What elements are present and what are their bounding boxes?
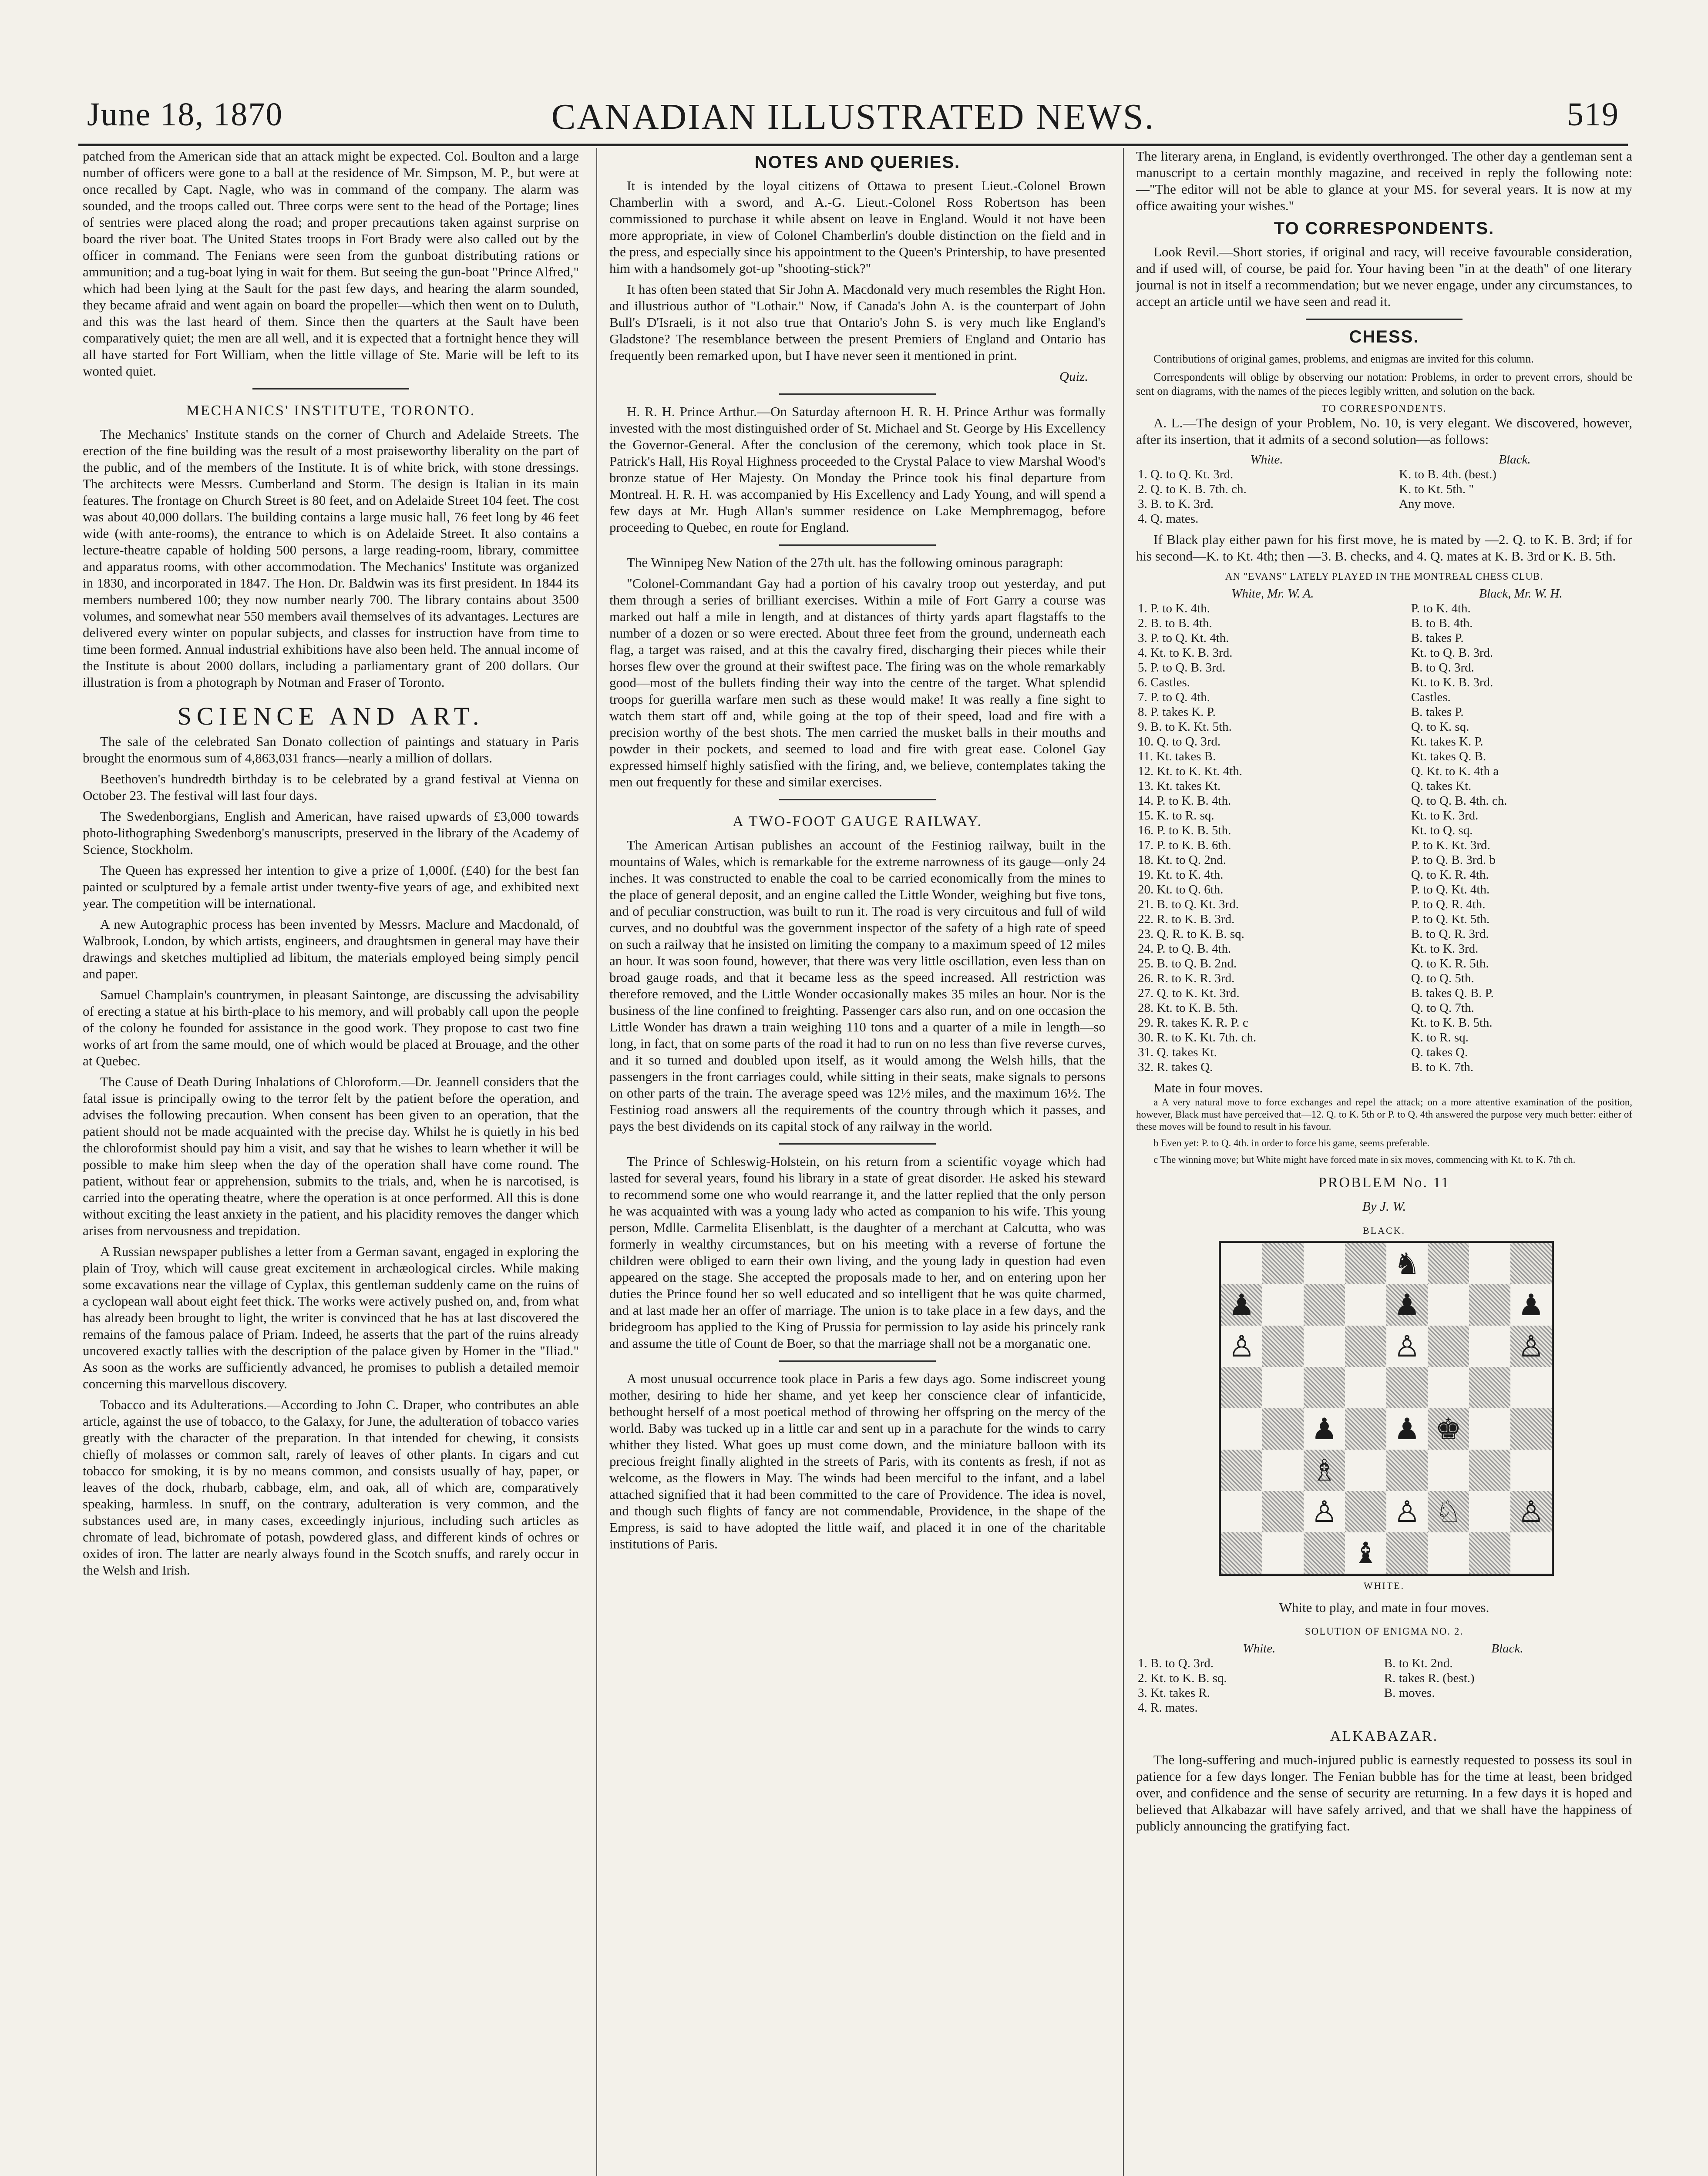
game-move-row bbox=[1136, 882, 1632, 897]
section-rule bbox=[779, 393, 936, 395]
alkabazar-heading: ALKABAZAR. bbox=[1330, 1728, 1439, 1744]
board-square bbox=[1304, 1284, 1345, 1326]
board-square bbox=[1304, 1243, 1345, 1284]
board-square bbox=[1510, 1450, 1552, 1491]
article-paragraph: The literary arena, in England, is evidently overthronged. The other day a gentleman sent a manuscript to a certain monthly magazine, and received in reply the following note: —"The editor will not be able to glance at your MS. for several years. It is now at my office awaiting your wishes." bbox=[1136, 148, 1632, 213]
game-move-row bbox=[1136, 601, 1632, 616]
article-paragraph: Tobacco and its Adulterations.—According to John C. Draper, who contributes an able article, against the use of tobacco, to the Galaxy, for June, the adulteration of tobacco varies greatly with the character of the preparation. In that intended for chewing, it consists chiefly of molasses or common salt, rarely of leaves of other plants. In cigars and cut tobacco for smoking, it is by no means common, and consists usually of hay, paper, or leaves of the dock, rhubarb, cabbage, elm, and oak, all of which are, comparatively speaking, harmless. In snuff, on the contrary, adulteration is very common, and the substances used are, in many cases, exceedingly injurious, including such articles as chromate of lead, bichromate of potash, powdered glass, and different kinds of ochres or oxides of iron. The latter are nearly always found in the Scotch snuffs, and rarely occur in the Welsh and Irish. bbox=[83, 1397, 579, 1578]
article-paragraph: The long-suffering and much-injured public is earnestly requested to possess its soul in patience for a few days longer. The Fenian bubble has for the time at least, been bridged over, and confidence and the sense of security are returning. In a few days it is hoped and believed that Alkabazar will have safely arrived, and that we shall have the happiness of publicly announcing the gratifying fact. bbox=[1136, 1752, 1632, 1833]
article-paragraph: "Colonel-Commandant Gay had a portion of his cavalry troop out yesterday, and put them through a series of brilliant exercises. Within a mile of Fort Garry a course was marked out half a mile in length, and at distances of thirty yards apart flagstaffs to the number of a dozen or so were erected. About three feet from the ground, underneath each flag, a target was raised, and at this the cavalry fired, discharging their pieces while their horses flew over the ground at their swiftest pace. The firing was on the whole remarkably good—most of the bullets finding their way into the centre of the target. What splendid troops for guerilla warfare men such as these would make! It was really a fine sight to watch them start off and, while going at the top of their speed, load and fire with a precision worthy of the best shots. The men carried the musket balls in their mouths and powder in their pockets, and seemed to load and fire with great ease. Colonel Gay expressed himself highly satisfied with the firing, and, we believe, contemplates taking the men out frequently for these and similar exercises. bbox=[609, 576, 1106, 789]
black-move: Q. to K. R. 5th. bbox=[1411, 957, 1489, 970]
white-move: 15. K. to R. sq. bbox=[1138, 809, 1214, 823]
black-move: Q. takes Kt. bbox=[1411, 779, 1472, 793]
board-square bbox=[1262, 1367, 1304, 1408]
chess-piece-square: ♟ bbox=[1510, 1284, 1552, 1326]
chess-paragraph: If Black play either pawn for his first move, he is mated by —2. Q. to K. B. 3rd; if for his second—K. to Kt. 4th; then —3. B. checks, and 4. Q. mates at K. B. 3rd or K. B. 5th. bbox=[1136, 532, 1632, 564]
white-move: 11. Kt. takes B. bbox=[1138, 749, 1216, 763]
white-move: 10. Q. to Q. 3rd. bbox=[1138, 735, 1221, 749]
game-move-row bbox=[1136, 808, 1632, 823]
black-move: K. to B. 4th. (best.) bbox=[1399, 467, 1496, 481]
white-side-label: WHITE. bbox=[1363, 1580, 1405, 1591]
white-move: 6. Castles. bbox=[1138, 675, 1190, 689]
game-move-row bbox=[1136, 971, 1632, 986]
game-move-row bbox=[1136, 927, 1632, 941]
article-paragraph: The Mechanics' Institute stands on the corner of Church and Adelaide Streets. The erection of the fine building was the result of a most praiseworthy liberality on the part of the public, and of the members of the Institute. It is of white brick, with stone dressings. The architects were Messrs. Cumberland and Storm. The design is Italian in its main features. The frontage on Church Street is 80 feet, and on Adelaide Street 104 feet. The cost was about 40,000 dollars. The building contains a large music hall, 76 feet long by 46 feet wide (with ante-rooms), the entrance to which is on Adelaide Street. It also contains a lecture-theatre capable of holding 500 persons, a large reading-room, library, committee and apparatus rooms, with other accommodation. The Mechanics' Institute was organized in 1830, and incorporated in 1847. The Hon. Dr. Baldwin was its first president. In 1844 its members numbered 100; they now number nearly 700. The library contains about 3500 volumes, and somewhat near 550 members avail themselves of its advantages. Lectures are delivered every winter on popular subjects, and classes for instruction have from time to time been formed. Annual industrial exhibitions have also been held. The annual income of the Institute is about 2000 dollars, including a parliamentary grant of 200 dollars. Our illustration is from a photograph by Notman and Fraser of Toronto. bbox=[83, 426, 579, 690]
section-rule bbox=[779, 799, 936, 800]
white-move: 19. Kt. to K. 4th. bbox=[1138, 868, 1224, 882]
chess-piece-square: ♙ bbox=[1386, 1326, 1428, 1367]
black-move: Q. to K. R. 4th. bbox=[1411, 868, 1489, 882]
white-move: 16. P. to K. B. 5th. bbox=[1138, 823, 1231, 837]
science-art-heading: SCIENCE AND ART. bbox=[177, 702, 484, 730]
game-move-row bbox=[1136, 1060, 1632, 1075]
board-square bbox=[1469, 1532, 1510, 1574]
white-move: 3. Kt. takes R. bbox=[1138, 1686, 1210, 1700]
black-move: Q. Kt. to K. 4th a bbox=[1411, 764, 1499, 778]
article-paragraph: It has often been stated that Sir John A. Macdonald very much resembles the Right Hon. and illustrious author of "Lothair." Now, if Canada's John A. is the counterpart of John Bull's D'Israeli, is it not also true that Ontario's John S. is very much like England's Gladstone? The resemblance between the present Premiers of England and Ontario has frequently been remarked upon, but I have never seen it mentioned in print. bbox=[609, 282, 1106, 363]
game-move-row bbox=[1136, 912, 1632, 927]
black-player: Black, Mr. W. H. bbox=[1479, 587, 1563, 601]
board-square bbox=[1469, 1408, 1510, 1450]
article-paragraph: Beethoven's hundredth birthday is to be celebrated by a grand festival at Vienna on October 23. The festival will last four days. bbox=[83, 771, 579, 803]
board-square bbox=[1469, 1284, 1510, 1326]
board-square bbox=[1469, 1326, 1510, 1367]
black-move: Kt. to K. B. 3rd. bbox=[1411, 675, 1493, 689]
chess-piece-square: ♙ bbox=[1221, 1326, 1262, 1367]
black-move: Kt. to K. 3rd. bbox=[1411, 942, 1479, 956]
footnote: c The winning move; but White might have forced mate in six moves, commencing with Kt. to K. 7th ch. bbox=[1153, 1154, 1576, 1165]
game-move-row bbox=[1136, 793, 1632, 808]
game-move-row bbox=[1136, 645, 1632, 660]
black-move: B. to Q. R. 3rd. bbox=[1411, 927, 1489, 941]
black-move: B. takes Q. B. P. bbox=[1411, 986, 1494, 1000]
black-move: P. to Q. R. 4th. bbox=[1411, 897, 1486, 911]
article-paragraph: The Cause of Death During Inhalations of Chloroform.—Dr. Jeannell considers that the fatal issue is principally owing to the terror felt by the patient before the operation, and advises the following precaution. When consent has been given to an operation, that the patient should not be made acquainted with the precise day. Whilst he is quietly in his bed the chloroformist should pay him a visit, and say that he wishes to learn whether it will be possible to make him sleep when the day of the operation shall have come round. The patient, without fear or apprehension, submits to the trials, and, when he is narcotised, is carried into the operating theatre, where the operation is at once performed. All this is done without exciting the least anxiety in the patient, and his placidity removes the danger which arises from nervousness and trepidation. bbox=[83, 1074, 579, 1238]
white-move: 24. P. to Q. B. 4th. bbox=[1138, 942, 1231, 956]
chess-diagram bbox=[1219, 1222, 1550, 1594]
white-move: 4. Kt. to K. B. 3rd. bbox=[1138, 646, 1233, 660]
white-move: 8. P. takes K. P. bbox=[1138, 705, 1216, 719]
black-move: R. takes R. (best.) bbox=[1384, 1671, 1475, 1685]
black-move: P. to K. 4th. bbox=[1411, 601, 1471, 615]
white-move: 3. P. to Q. Kt. 4th. bbox=[1138, 631, 1229, 645]
chess-piece-square: ♙ bbox=[1510, 1326, 1552, 1367]
white-move: 30. R. to K. Kt. 7th. ch. bbox=[1138, 1031, 1257, 1044]
white-player: White, Mr. W. A. bbox=[1231, 587, 1314, 601]
chess-paragraph: A. L.—The design of your Problem, No. 10, is very elegant. We discovered, however, after its insertion, that it admits of a second solution—as follows: bbox=[1136, 415, 1632, 447]
game-move-row bbox=[1136, 660, 1632, 675]
black-move: Q. to Q. B. 4th. ch. bbox=[1411, 794, 1507, 808]
black-move: B. to K. 7th. bbox=[1411, 1060, 1474, 1074]
black-move: Q. to Q. 7th. bbox=[1411, 1001, 1474, 1015]
chess-note: Contributions of original games, problems, and enigmas are invited for this column. bbox=[1153, 353, 1534, 365]
white-move: 2. Q. to K. B. 7th. ch. bbox=[1138, 482, 1247, 496]
black-move: B. to B. 4th. bbox=[1411, 616, 1473, 630]
board-square bbox=[1262, 1450, 1304, 1491]
game-move-row bbox=[1136, 616, 1632, 631]
article-paragraph: Samuel Champlain's countrymen, in pleasant Saintonge, are discussing the advisability of erecting a statue at his birth-place to his memory, and will probably call upon the people of the colony he founded for assistance in the good work. They propose to cast two fine works of art from the same mould, one of which would be placed at Brouage, and the other at Quebec. bbox=[83, 987, 579, 1068]
black-move: Q. to K. sq. bbox=[1411, 720, 1469, 734]
article-paragraph: It is intended by the loyal citizens of Ottawa to present Lieut.-Colonel Brown Chamberlin with a sword, and A.-G. Lieut.-Colonel Ross Robertson has been commissioned to purchase it while absent on leave in England. Would it not have been more appropriate, in view of Colonel Chamberlin's double distinction on the field and in the press, and especially since his appointment to the Queen's Printership, to have presented him with a handsomely got-up "shooting-stick?" bbox=[609, 178, 1106, 276]
black-move: P. to Q. Kt. 5th. bbox=[1411, 912, 1490, 926]
board-square bbox=[1221, 1408, 1262, 1450]
black-side-label: BLACK. bbox=[1362, 1225, 1406, 1236]
chess-piece-square: ♗ bbox=[1304, 1450, 1345, 1491]
board-square bbox=[1345, 1243, 1386, 1284]
board-square bbox=[1469, 1450, 1510, 1491]
chess-correspondents-label: TO CORRESPONDENTS. bbox=[1321, 403, 1447, 414]
game-move-row bbox=[1136, 705, 1632, 719]
article-paragraph: The American Artisan publishes an account of the Festiniog railway, built in the mountains of Wales, which is remarkable for the extreme narrowness of its gauge—only 24 inches. It was constructed to enable the coal to be carried economically from the mines to the place of general deposit, and an engine called the Little Wonder, weighing but five tons, and of peculiar construction, was built to run it. The road is very circuitous and full of wild curves, and no doubtful was the government inspector of the safety of a high rate of speed on such a railway that he insisted on limiting the company to a maximum speed of 12 miles an hour. It was soon found, however, that there was very little oscillation, even less than on broad gauge roads, and that it became less as the speed increased. All restriction was therefore removed, and the Little Wonder occasionally makes 35 miles an hour. Nor is the business of the line confined to freighting. Passenger cars also run, and on one occasion the Little Wonder has drawn a train weighing 110 tons and a quarter of a mile in length—so long, in fact, that on some parts of the road it had to run on no less than five reverse curves, and it so turned and doubled upon itself, as it would among the Welsh hills, that the passengers in the front carriages could, while sitting in their seats, make signals to persons on other parts of the train. The average speed was 12½ miles, and the maximum 16½. The Festiniog road answers all the requirements of the country through which it passes, and pays the best dividends on its capital stock of any railway in the world. bbox=[609, 837, 1106, 1134]
problem-caption: White to play, and mate in four moves. bbox=[1279, 1600, 1489, 1615]
board-square bbox=[1345, 1284, 1386, 1326]
black-move: P. to Q. B. 3rd. b bbox=[1411, 853, 1496, 867]
white-move: 13. Kt. takes Kt. bbox=[1138, 779, 1221, 793]
white-move: 17. P. to K. B. 6th. bbox=[1138, 838, 1231, 852]
column-2 bbox=[609, 148, 1106, 1557]
board-square bbox=[1428, 1532, 1469, 1574]
solution-row bbox=[1136, 467, 1632, 482]
notes-queries-heading: NOTES AND QUERIES. bbox=[754, 153, 961, 172]
board-square bbox=[1304, 1532, 1345, 1574]
black-move: B. moves. bbox=[1384, 1686, 1435, 1700]
black-move: B. to Kt. 2nd. bbox=[1384, 1656, 1453, 1670]
board-square bbox=[1262, 1491, 1304, 1532]
article-paragraph: A new Autographic process has been invented by Messrs. Maclure and Macdonald, of Walbrook, London, by which artists, engineers, and draughtsmen in general may have their drawings and sketches multiplied ad libitum, the materials employed being simply pencil and paper. bbox=[83, 917, 579, 981]
chess-piece-square: ♘ bbox=[1428, 1491, 1469, 1532]
board-square bbox=[1428, 1367, 1469, 1408]
board-square bbox=[1262, 1243, 1304, 1284]
white-move: 23. Q. R. to K. B. sq. bbox=[1138, 927, 1244, 941]
game-move-row bbox=[1136, 823, 1632, 838]
board-square bbox=[1262, 1326, 1304, 1367]
chess-piece-square: ♚ bbox=[1428, 1408, 1469, 1450]
black-move: Kt. to K. B. 5th. bbox=[1411, 1016, 1493, 1030]
game-move-row bbox=[1136, 986, 1632, 1001]
white-move: 21. B. to Q. Kt. 3rd. bbox=[1138, 897, 1239, 911]
black-move: Q. to Q. 5th. bbox=[1411, 971, 1474, 985]
game-move-row bbox=[1136, 690, 1632, 705]
column-divider bbox=[596, 148, 597, 2176]
board-square bbox=[1345, 1408, 1386, 1450]
article-paragraph: H. R. H. Prince Arthur.—On Saturday afternoon H. R. H. Prince Arthur was formally invested with the most distinguished order of St. Michael and St. George by His Excellency the Governor-General. After the conclusion of the ceremony, which took place in St. Patrick's Hall, His Royal Highness proceeded to the Crystal Palace to view Marshal Wood's bronze statue of Her Majesty. On Monday the Prince took his final departure from Montreal. H. R. H. was accompanied by His Excellency and Lady Young, and will spend a few days at Mr. Hugh Allan's summer residence on Lake Memphremagog, before proceeding to Quebec, en route for England. bbox=[609, 404, 1106, 535]
game-move-row bbox=[1136, 719, 1632, 734]
article-paragraph: The Winnipeg New Nation of the 27th ult. has the following ominous paragraph: bbox=[627, 555, 1063, 570]
white-label: White. bbox=[1250, 453, 1283, 467]
game-table bbox=[1136, 586, 1632, 1075]
black-move: Kt. to Q. B. 3rd. bbox=[1411, 646, 1493, 660]
section-rule bbox=[252, 388, 409, 390]
black-move: Kt. takes K. P. bbox=[1411, 735, 1483, 749]
signature: Quiz. bbox=[1059, 369, 1088, 384]
mechanics-institute-heading: MECHANICS' INSTITUTE, TORONTO. bbox=[186, 403, 476, 419]
game-move-row bbox=[1136, 838, 1632, 853]
board-square bbox=[1262, 1408, 1304, 1450]
game-move-row bbox=[1136, 1001, 1632, 1015]
black-move: Kt. to K. 3rd. bbox=[1411, 809, 1479, 823]
white-move: 12. Kt. to K. Kt. 4th. bbox=[1138, 764, 1243, 778]
game-move-row bbox=[1136, 1015, 1632, 1030]
article-paragraph: Look Revil.—Short stories, if original and racy, will receive favourable consideration, and if used will, of course, be paid for. Your having been "in at the death" of one literary journal is not in itself a recommendation; but we never engage, under any circumstances, to accept an article until we have seen and read it. bbox=[1136, 244, 1632, 309]
black-move bbox=[1382, 1700, 1632, 1715]
board-square bbox=[1428, 1284, 1469, 1326]
white-move: 1. B. to Q. 3rd. bbox=[1138, 1656, 1214, 1670]
black-label: Black. bbox=[1499, 453, 1531, 467]
white-move: 9. B. to K. Kt. 5th. bbox=[1138, 720, 1232, 734]
board-square bbox=[1345, 1491, 1386, 1532]
footnote: a A very natural move to force exchanges and repel the attack; on a more attentive examination of the position, however, Black must have perceived that—12. Q. to K. 5th or P. to Q. 4th answered the purpose very much better: either of these moves will be found to result in his favour. bbox=[1136, 1097, 1632, 1132]
black-move: K. to Kt. 5th. " bbox=[1399, 482, 1474, 496]
article-paragraph: The Prince of Schleswig-Holstein, on his return from a scientific voyage which had lasted for several years, found his library in a state of great disorder. He asked his steward to recommend some one who would rearrange it, and the latter replied that the only person he was acquainted with was a young lady who acted as companion to his wife. This young person, Mdlle. Carmelita Elisenblatt, is the daughter of a merchant at Calcutta, who was formerly in wealthy circumstances, but on his meeting with a reverse of fortune the children were obliged to earn their own living, and the young lady in question had even appeared on the stage. She accepted the proposals made to her, and on entering upon her duties the Prince found her so well educated and so intelligent that he was quite charmed, and at last made her an offer of marriage. The union is to take place in a few days, and the bridegroom has applied to the King of Prussia for permission to lay aside his princely rank and assume the title of Count de Boer, so that the marriage shall not be a morganatic one. bbox=[609, 1154, 1106, 1351]
chess-piece-square: ♟ bbox=[1386, 1408, 1428, 1450]
white-move: 20. Kt. to Q. 6th. bbox=[1138, 883, 1224, 897]
board-square bbox=[1345, 1450, 1386, 1491]
correspondents-heading: TO CORRESPONDENTS. bbox=[1274, 219, 1495, 238]
board-square bbox=[1428, 1326, 1469, 1367]
board-square bbox=[1262, 1532, 1304, 1574]
solution-row bbox=[1136, 511, 1632, 526]
board-square bbox=[1386, 1450, 1428, 1491]
game-move-row bbox=[1136, 675, 1632, 690]
white-move: 5. P. to Q. B. 3rd. bbox=[1138, 661, 1226, 675]
chess-piece-square: ♝ bbox=[1345, 1532, 1386, 1574]
game-move-row bbox=[1136, 853, 1632, 867]
railway-heading: A TWO-FOOT GAUGE RAILWAY. bbox=[733, 813, 982, 829]
section-rule bbox=[779, 1143, 936, 1145]
problem-author: By J. W. bbox=[1362, 1199, 1406, 1214]
game-title: AN "EVANS" LATELY PLAYED IN THE MONTREAL CHESS CLUB. bbox=[1225, 571, 1543, 582]
fenian-continuation: patched from the American side that an attack might be expected. Col. Boulton and a large number of officers were gone to a ball at the residence of Mr. Simpson, M. P., but were at once recalled by Capt. Nagle, who was in command of the company. The alarm was sounded, and the troops called out. Three corps were sent to the head of the Portage; lines of sentries were placed along the road; and proper precautions taken against surprise on board the river boat. The United States troops in Fort Brady were also called out by the officer in command. The Fenians were seen from the gunboat distributing rations or ammunition; and a tug-boat lying in wait for them. But seeing the gun-boat "Prince Alfred," which had been lying at the Sault for the past few days, and hearing the alarm sounded, they became afraid and went again on board the propeller—which then went on to Duluth, and this was the last heard of them. Since then the quarters at the Sault have been comparatively quiet; the men are all well, and it is expected that a fortnight hence they will all have started for Fort William, when the little village of Ste. Marie will be left to its wonted quiet. bbox=[83, 148, 579, 379]
black-move: P. to Q. Kt. 4th. bbox=[1411, 883, 1490, 897]
game-move-row bbox=[1136, 749, 1632, 764]
chess-piece-square: ♟ bbox=[1304, 1408, 1345, 1450]
board-square bbox=[1510, 1367, 1552, 1408]
black-move: B. takes P. bbox=[1411, 631, 1464, 645]
enigma-row bbox=[1136, 1700, 1632, 1715]
chess-piece-square: ♙ bbox=[1510, 1491, 1552, 1532]
article-paragraph: The sale of the celebrated San Donato collection of paintings and statuary in Paris brought the enormous sum of 4,863,031 francs—nearly a million of dollars. bbox=[83, 734, 579, 766]
game-move-row bbox=[1136, 867, 1632, 882]
article-paragraph: The Swedenborgians, English and American, have raised upwards of £3,000 towards photo-lithographing Swedenborg's manuscripts, preserved in the library of the Academy of Science, Stockholm. bbox=[83, 809, 579, 857]
enigma-heading: SOLUTION OF ENIGMA NO. 2. bbox=[1305, 1626, 1464, 1637]
column-divider bbox=[1123, 148, 1124, 2176]
black-move bbox=[1397, 511, 1632, 526]
board-square bbox=[1304, 1367, 1345, 1408]
section-rule bbox=[1306, 319, 1463, 320]
white-move: 32. R. takes Q. bbox=[1138, 1060, 1213, 1074]
solution-row bbox=[1136, 497, 1632, 511]
board-square bbox=[1428, 1450, 1469, 1491]
board-square bbox=[1221, 1367, 1262, 1408]
chess-heading: CHESS. bbox=[1349, 327, 1419, 346]
enigma-table bbox=[1136, 1641, 1632, 1715]
board-square bbox=[1386, 1367, 1428, 1408]
black-move: Q. takes Q. bbox=[1411, 1045, 1468, 1059]
chess-board bbox=[1219, 1241, 1554, 1576]
white-move: 1. P. to K. 4th. bbox=[1138, 601, 1210, 615]
game-move-row bbox=[1136, 941, 1632, 956]
solution-row bbox=[1136, 482, 1632, 497]
black-move: Any move. bbox=[1399, 497, 1455, 511]
article-paragraph: The Queen has expressed her intention to give a prize of 1,000f. (£40) for the best fan painted or sculptured by a female artist under twenty-five years of age, and exhibited next year. The competition will be international. bbox=[83, 863, 579, 911]
white-move: 7. P. to Q. 4th. bbox=[1138, 690, 1210, 704]
black-move: Castles. bbox=[1411, 690, 1451, 704]
white-move: 4. R. mates. bbox=[1138, 1701, 1198, 1715]
footnote: b Even yet: P. to Q. 4th. in order to force his game, seems preferable. bbox=[1153, 1138, 1430, 1148]
board-square bbox=[1510, 1408, 1552, 1450]
board-square bbox=[1469, 1491, 1510, 1532]
chess-piece-square: ♙ bbox=[1386, 1491, 1428, 1532]
black-move: B. takes P. bbox=[1411, 705, 1464, 719]
board-square bbox=[1428, 1243, 1469, 1284]
newspaper-title: CANADIAN ILLUSTRATED NEWS. bbox=[551, 97, 1155, 137]
chess-piece-square: ♞ bbox=[1386, 1243, 1428, 1284]
page-number: 519 bbox=[1567, 96, 1619, 133]
white-move: 25. B. to Q. B. 2nd. bbox=[1138, 957, 1237, 970]
game-move-row bbox=[1136, 734, 1632, 749]
game-move-row bbox=[1136, 631, 1632, 645]
black-move: Kt. to Q. sq. bbox=[1411, 823, 1473, 837]
white-move: 27. Q. to K. Kt. 3rd. bbox=[1138, 986, 1240, 1000]
board-square bbox=[1345, 1367, 1386, 1408]
chess-piece-square: ♙ bbox=[1304, 1491, 1345, 1532]
white-move: 26. R. to K. R. 3rd. bbox=[1138, 971, 1235, 985]
chess-note: Correspondents will oblige by observing our notation: Problems, in order to prevent errors, should be sent on diagrams, with the names of the pieces legibly written, and solution on the back. bbox=[1136, 371, 1632, 397]
board-square bbox=[1221, 1243, 1262, 1284]
game-move-row bbox=[1136, 897, 1632, 912]
board-square bbox=[1386, 1532, 1428, 1574]
board-square bbox=[1510, 1243, 1552, 1284]
column-1 bbox=[83, 148, 579, 1583]
white-move: 31. Q. takes Kt. bbox=[1138, 1045, 1217, 1059]
enigma-row bbox=[1136, 1671, 1632, 1686]
issue-date: June 18, 1870 bbox=[87, 96, 283, 133]
section-rule bbox=[779, 1360, 936, 1362]
white-move: 29. R. takes K. R. P. c bbox=[1138, 1016, 1248, 1030]
chess-piece-square: ♟ bbox=[1221, 1284, 1262, 1326]
black-move: Kt. takes Q. B. bbox=[1411, 749, 1486, 763]
section-rule bbox=[779, 544, 936, 546]
white-label: White. bbox=[1243, 1642, 1276, 1656]
board-square bbox=[1221, 1532, 1262, 1574]
board-square bbox=[1469, 1243, 1510, 1284]
board-square bbox=[1469, 1367, 1510, 1408]
enigma-row bbox=[1136, 1686, 1632, 1700]
board-square bbox=[1510, 1532, 1552, 1574]
board-square bbox=[1221, 1491, 1262, 1532]
white-move: 2. B. to B. 4th. bbox=[1138, 616, 1212, 630]
board-square bbox=[1345, 1326, 1386, 1367]
problem-heading: PROBLEM No. 11 bbox=[1318, 1175, 1450, 1191]
solution-table bbox=[1136, 452, 1632, 526]
white-move: 18. Kt. to Q. 2nd. bbox=[1138, 853, 1226, 867]
column-3 bbox=[1136, 148, 1632, 1839]
white-move: 22. R. to K. B. 3rd. bbox=[1138, 912, 1235, 926]
white-move: 28. Kt. to K. B. 5th. bbox=[1138, 1001, 1238, 1015]
article-paragraph: A Russian newspaper publishes a letter from a German savant, engaged in exploring the plain of Troy, which will cause great excitement in archæological circles. While making some excavations near the village of Cyplax, this gentleman suddenly came on the ruins of a cyclopean wall about eight feet thick. The works were actively pushed on, and, from what has already been brought to light, the writer is convinced that he has at last discovered the remains of the famous palace of Priam. Indeed, he asserts that the part of the ruins already uncovered exactly tallies with the description of the palace given by Homer in the "Iliad." As soon as the works are sufficiently advanced, he promises to publish a detailed memoir concerning this marvellous discovery. bbox=[83, 1244, 579, 1391]
white-move: 3. B. to K. 3rd. bbox=[1138, 497, 1214, 511]
board-square bbox=[1262, 1284, 1304, 1326]
game-end: Mate in four moves. bbox=[1153, 1080, 1263, 1095]
white-move: 2. Kt. to K. B. sq. bbox=[1138, 1671, 1227, 1685]
board-square bbox=[1221, 1450, 1262, 1491]
black-move: K. to R. sq. bbox=[1411, 1031, 1469, 1044]
masthead bbox=[78, 87, 1628, 146]
white-move: 1. Q. to Q. Kt. 3rd. bbox=[1138, 467, 1234, 481]
black-label: Black. bbox=[1491, 1642, 1523, 1656]
board-square bbox=[1304, 1326, 1345, 1367]
enigma-row bbox=[1136, 1656, 1632, 1671]
white-move: 14. P. to K. B. 4th. bbox=[1138, 794, 1231, 808]
game-move-row bbox=[1136, 764, 1632, 779]
white-move: 4. Q. mates. bbox=[1138, 512, 1199, 526]
game-move-row bbox=[1136, 1030, 1632, 1045]
game-move-row bbox=[1136, 1045, 1632, 1060]
article-paragraph: A most unusual occurrence took place in Paris a few days ago. Some indiscreet young mother, desiring to hide her shame, and yet keep her conscience clear of infanticide, bethought herself of a most poetical method of throwing her offspring on the mercy of the world. Baby was tucked up in a little car and sent up in a parachute for the winds to carry whither they listed. What goes up must come down, and the miniature balloon with its precious freight finally alighted in the streets of Paris, with its contents as fresh, if not as welcome, as the flowers in May. The winds had been merciful to the infant, and a label attached signified that it had been committed to the care of Providence. The idea is novel, and though such flights of fancy are not commendable, Providence, in the shape of the Empress, is said to have adopted the little waif, and placed it in one of the charitable institutions of Paris. bbox=[609, 1371, 1106, 1551]
game-move-row bbox=[1136, 779, 1632, 793]
game-move-row bbox=[1136, 956, 1632, 971]
chess-piece-square: ♟ bbox=[1386, 1284, 1428, 1326]
black-move: B. to Q. 3rd. bbox=[1411, 661, 1474, 675]
black-move: P. to K. Kt. 3rd. bbox=[1411, 838, 1490, 852]
